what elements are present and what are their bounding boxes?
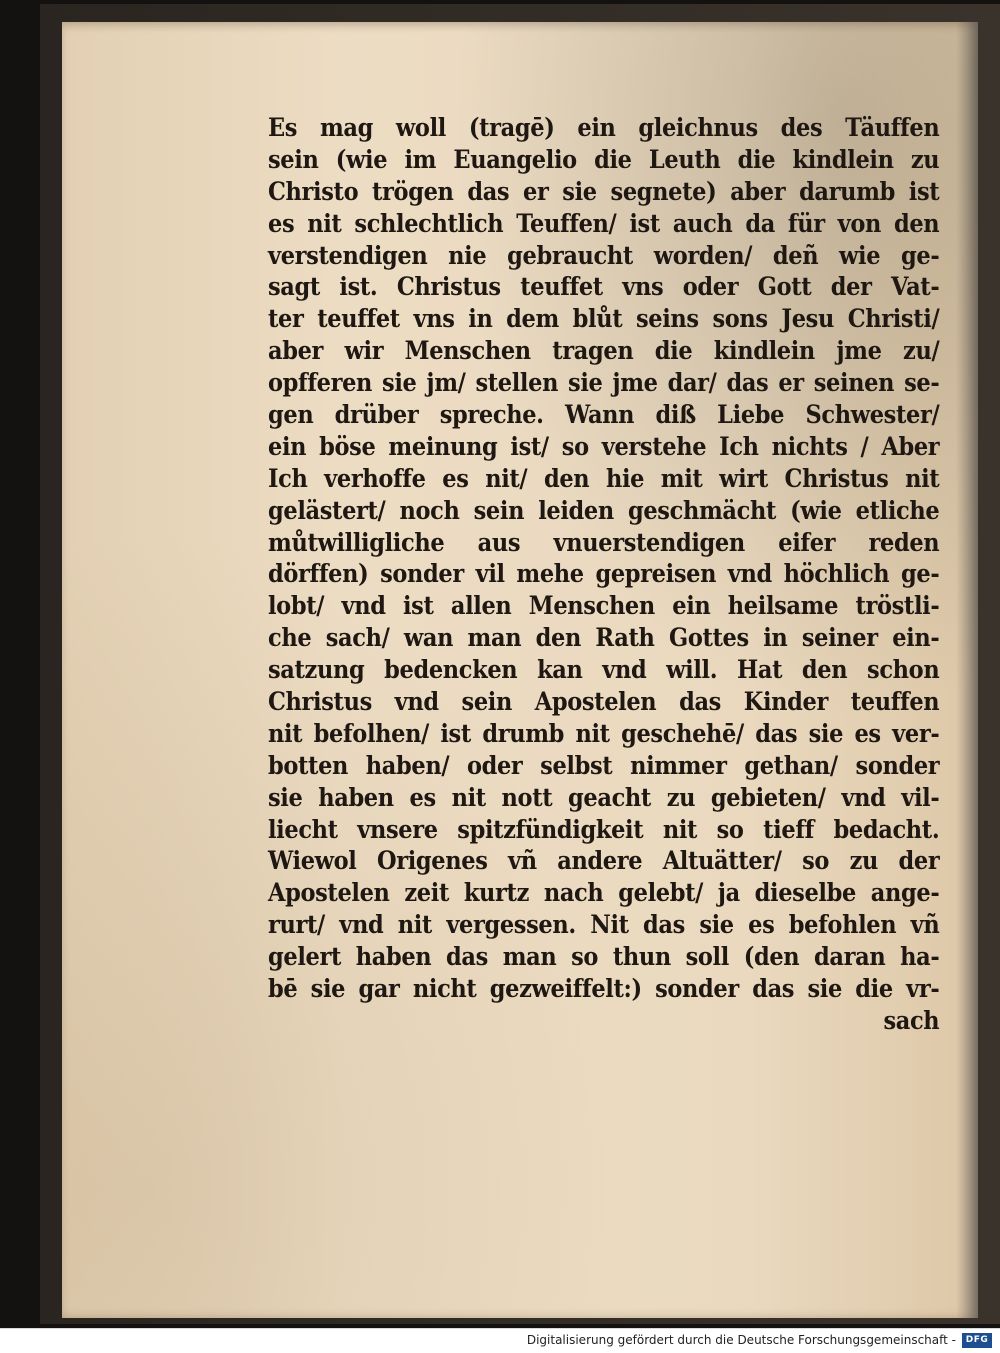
text-line: Es mag woll (tragē) ein gleichnus des Täuffen (268, 113, 940, 142)
text-line: Christus vnd sein Apostelen das Kinder teuffen (268, 687, 940, 717)
text-line: che sach/ wan man den Rath Gottes in seiner ein- (268, 623, 940, 653)
text-line: dörffen) sonder vil mehe gepreisen vnd höchlich ge- (268, 559, 940, 589)
footer-credit: Digitalisierung gefördert durch die Deutsche Forschungsgemeinschaft - (526, 1333, 956, 1347)
page-edge (956, 22, 978, 1318)
text-line: sie haben es nit nott geacht zu gebieten/ vnd vil- (268, 782, 940, 812)
text-line: Christo trögen das er sie segnete) aber darumb ist (268, 176, 940, 206)
text-line: sagt ist. Christus teuffet vns oder Gott der Vat- (268, 272, 940, 302)
text-line: Apostelen zeit kurtz nach gelebt/ ja dieselbe ange- (268, 878, 940, 908)
text-line: rurt/ vnd nit vergessen. Nit das sie es befohlen vñ (268, 910, 940, 940)
text-line: verstendigen nie gebraucht worden/ deñ wie ge- (268, 240, 940, 270)
text-line: bē sie gar nicht gezweiffelt:) sonder das sie die vr- (268, 974, 940, 1004)
dfg-logo-icon: DFG (962, 1333, 992, 1348)
text-line: ter teuffet vns in dem blůt seins sons Jesu Christi/ (268, 304, 940, 334)
text-line: Wiewol Origenes vñ andere Altuätter/ so zu der (268, 846, 940, 876)
text-line: sach (883, 1005, 940, 1035)
text-line: gelert haben das man so thun soll (den daran ha- (268, 942, 940, 972)
text-line: botten haben/ oder selbst nimmer gethan/ sonder (268, 750, 940, 780)
text-line: ein böse meinung ist/ so verstehe Ich nichts / Aber (268, 431, 940, 461)
text-line: můtwilligliche aus vnuerstendigen eifer reden (268, 527, 940, 557)
text-line: lobt/ vnd ist allen Menschen ein heilsame tröstli- (268, 591, 940, 621)
text-line: gelästert/ noch sein leiden geschmächt (wie etliche (268, 495, 940, 525)
text-line: gen drüber spreche. Wann diß Liebe Schwester/ (268, 400, 940, 430)
text-line: sein (wie im Euangelio die Leuth die kindlein zu (268, 144, 940, 174)
page-text (268, 112, 940, 1037)
text-line: aber wir Menschen tragen die kindlein jme zu/ (268, 336, 940, 366)
text-line: liecht vnsere spitzfündigkeit nit so tieff bedacht. (268, 814, 940, 844)
text-line: Ich verhoffe es nit/ den hie mit wirt Christus nit (268, 463, 940, 493)
text-line: satzung bedencken kan vnd will. Hat den schon (268, 655, 940, 685)
text-line: opfferen sie jm/ stellen sie jme dar/ das er seinen se- (268, 368, 940, 398)
footer-bar (0, 1328, 1000, 1353)
text-line: nit befolhen/ ist drumb nit geschehē/ das sie es ver- (268, 718, 940, 748)
text-line: es nit schlechtlich Teuffen/ ist auch da für von den (268, 208, 940, 238)
